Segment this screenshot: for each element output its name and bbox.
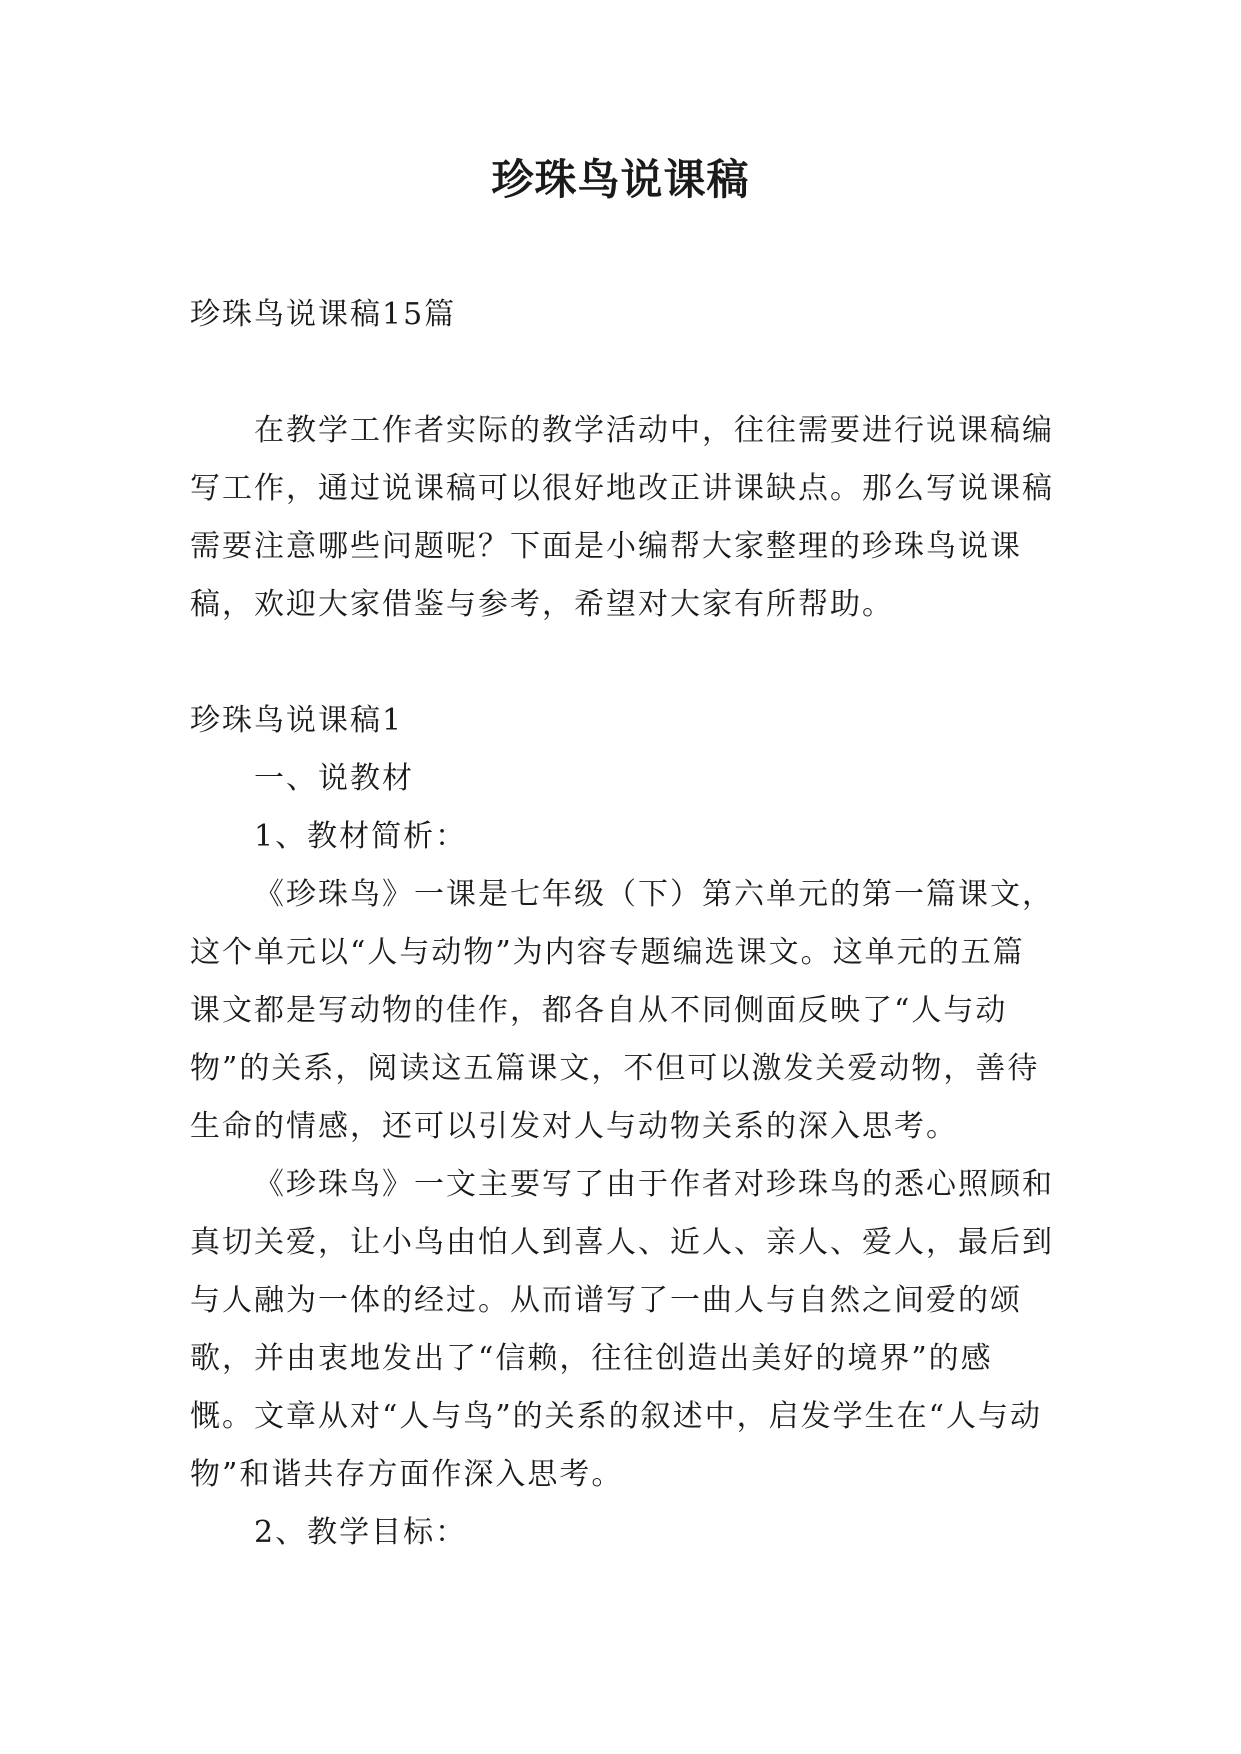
section-heading: 珍珠鸟说课稿1: [190, 703, 404, 738]
lesson-content: [190, 692, 1056, 1562]
part-heading: 一、说教材: [254, 761, 414, 796]
item-heading-teaching-goals: 2、教学目标：: [254, 1515, 468, 1550]
document-title: 珍珠鸟说课稿: [491, 155, 750, 204]
intro-paragraph: 在教学工作者实际的教学活动中，往往需要进行说课稿编写工作，通过说课稿可以很好地改正讲课缺点。那么写说课稿需要注意哪些问题呢？下面是小编帮大家整理的珍珠鸟说课稿，欢迎大家借鉴与参考，希望对大家有所帮助。: [190, 413, 1054, 622]
paragraph-text-summary: 《珍珠鸟》一文主要写了由于作者对珍珠鸟的悉心照顾和真切关爱，让小鸟由怕人到喜人、近人、亲人、爱人，最后到与人融为一体的经过。从而谱写了一曲人与自然之间爱的颂歌，并由衷地发出了“信赖，往往创造出美好的境界”的感慨。文章从对“人与鸟”的关系的叙述中，启发学生在“人与动物”和谐共存方面作深入思考。: [190, 1167, 1054, 1492]
item-heading-textbook-analysis: 1、教材简析：: [254, 819, 468, 854]
paragraph-textbook-analysis: 《珍珠鸟》一课是七年级（下）第六单元的第一篇课文，这个单元以“人与动物”为内容专题编选课文。这单元的五篇课文都是写动物的佳作，都各自从不同侧面反映了“人与动物”的关系，阅读这五篇课文，不但可以激发关爱动物，善待生命的情感，还可以引发对人与动物关系的深入思考。: [190, 877, 1054, 1144]
document-subtitle: 珍珠鸟说课稿15篇: [190, 297, 457, 332]
